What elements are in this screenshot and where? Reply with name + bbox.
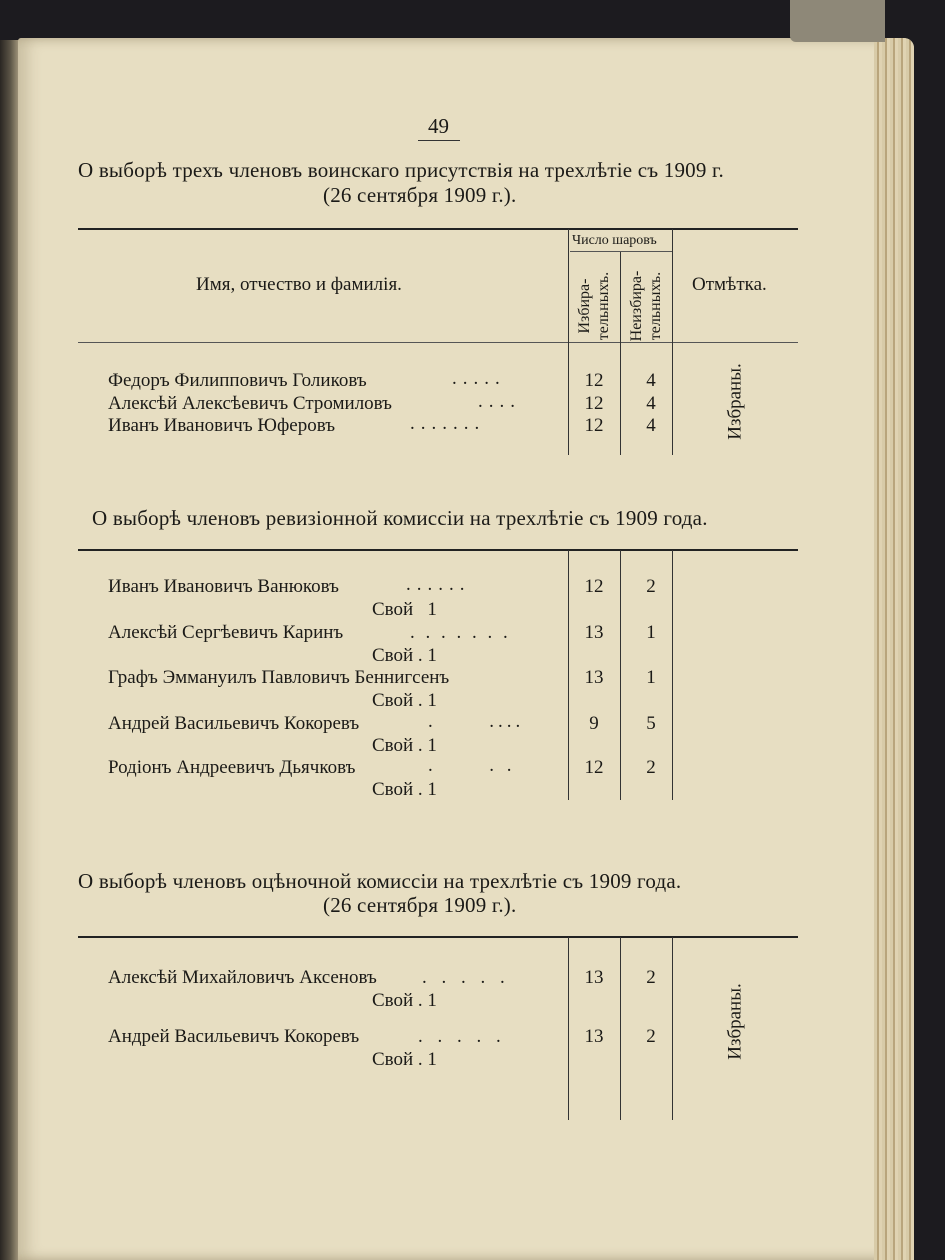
s2-row4-elect: 9 — [589, 713, 599, 734]
page-number: 49 — [428, 114, 449, 138]
s1-row1-name: Федоръ Филипповичъ Голиковъ — [108, 370, 367, 391]
cover-edge — [790, 0, 885, 42]
s3-row1-elect: 13 — [584, 967, 604, 988]
s2-row5-own: Свой . 1 — [372, 779, 437, 800]
s2-row1-nonelect: 2 — [646, 576, 656, 597]
balls-header: Число шаровъ — [572, 233, 657, 248]
s3-row1-dots: . . . . . — [422, 967, 510, 988]
section3-vline-1 — [568, 937, 569, 1120]
s1-row2-dots: .... — [478, 391, 521, 412]
s3-row1-nonelect: 2 — [646, 967, 656, 988]
s1-row2-nonelect: 4 — [646, 393, 656, 414]
s2-row3-own: Свой . 1 — [372, 690, 437, 711]
section1-vline-1 — [568, 229, 569, 455]
s2-row1-name: Иванъ Ивановичъ Ванюковъ — [108, 576, 339, 597]
s3-row2-elect: 13 — [584, 1026, 604, 1047]
s1-row3-elect: 12 — [584, 415, 604, 436]
section3-vline-2 — [620, 937, 621, 1120]
s1-row3-dots: ....... — [410, 413, 486, 434]
s2-row1-elect: 12 — [584, 576, 604, 597]
s1-row1-dots: ..... — [452, 368, 506, 389]
section1-vline-3 — [672, 229, 673, 455]
s2-row1-dots: ...... — [406, 574, 471, 595]
s2-row3-nonelect: 1 — [646, 667, 656, 688]
s1-row1-elect: 12 — [584, 370, 604, 391]
section1-title: О выборѣ трехъ членовъ воинскаго присутствія на трехлѣтіе съ 1909 г. — [78, 158, 724, 182]
s2-row5-elect: 12 — [584, 757, 604, 778]
s2-row2-elect: 13 — [584, 622, 604, 643]
s3-row2-name: Андрей Васильевичъ Кокоревъ — [108, 1026, 360, 1047]
section3-vline-3 — [672, 937, 673, 1120]
s2-row4-name: Андрей Васильевичъ Кокоревъ — [108, 713, 360, 734]
s2-row4-dots: . .... — [428, 711, 525, 732]
col-mark-header: Отмѣтка. — [692, 274, 767, 295]
s3-row2-own: Свой . 1 — [372, 1049, 437, 1070]
book-page — [18, 38, 914, 1260]
section1-header-rule — [78, 342, 798, 343]
s2-row2-nonelect: 1 — [646, 622, 656, 643]
s1-row2-name: Алексѣй Алексѣевичъ Стромиловъ — [108, 393, 392, 414]
page-number-rule — [418, 140, 460, 141]
s2-row5-dots: . . . — [428, 755, 516, 776]
section1-date: (26 сентября 1909 г.). — [323, 183, 517, 207]
s1-row3-nonelect: 4 — [646, 415, 656, 436]
s1-row1-nonelect: 4 — [646, 370, 656, 391]
s2-row1-own: Свой 1 — [372, 599, 437, 620]
section3-top-rule — [78, 936, 798, 938]
s2-row3-name: Графъ Эммануилъ Павловичъ Беннигсенъ — [108, 667, 450, 688]
section1-top-rule — [78, 228, 798, 230]
section2-top-rule — [78, 549, 798, 551]
s2-row2-name: Алексѣй Сергѣевичъ Каринъ — [108, 622, 344, 643]
s1-row3-name: Иванъ Ивановичъ Юферовъ — [108, 415, 336, 436]
s3-row2-nonelect: 2 — [646, 1026, 656, 1047]
section1-balls-rule — [570, 251, 672, 252]
s3-row1-name: Алексѣй Михайловичъ Аксеновъ — [108, 967, 377, 988]
nonelect-header: Неизбира- тельныхъ. — [628, 270, 664, 342]
elect-header: Избира- тельныхъ. — [576, 271, 612, 341]
s2-row5-nonelect: 2 — [646, 757, 656, 778]
s2-row4-nonelect: 5 — [646, 713, 656, 734]
section2-vline-3 — [672, 550, 673, 800]
section2-vline-2 — [620, 550, 621, 800]
section3-date: (26 сентября 1909 г.). — [323, 893, 517, 917]
s3-mark-elected: Избраны. — [724, 983, 746, 1060]
col-name-header: Имя, отчество и фамилія. — [196, 274, 402, 295]
s2-row5-name: Родіонъ Андреевичъ Дьячковъ — [108, 757, 356, 778]
s1-mark-elected: Избраны. — [724, 363, 746, 440]
section3-title: О выборѣ членовъ оцѣночной комиссіи на трехлѣтіе съ 1909 года. — [78, 869, 682, 893]
s3-row2-dots: . . . . . — [418, 1026, 506, 1047]
s3-row1-own: Свой . 1 — [372, 990, 437, 1011]
s2-row3-elect: 13 — [584, 667, 604, 688]
section2-title: О выборѣ членовъ ревизіонной комиссіи на трехлѣтіе съ 1909 года. — [92, 506, 708, 530]
page-edges — [874, 38, 914, 1260]
section2-vline-1 — [568, 550, 569, 800]
s2-row2-own: Свой . 1 — [372, 645, 437, 666]
s1-row2-elect: 12 — [584, 393, 604, 414]
s2-row2-dots: . . . . . . . — [410, 622, 511, 643]
s2-row4-own: Свой . 1 — [372, 735, 437, 756]
section1-vline-2 — [620, 252, 621, 455]
